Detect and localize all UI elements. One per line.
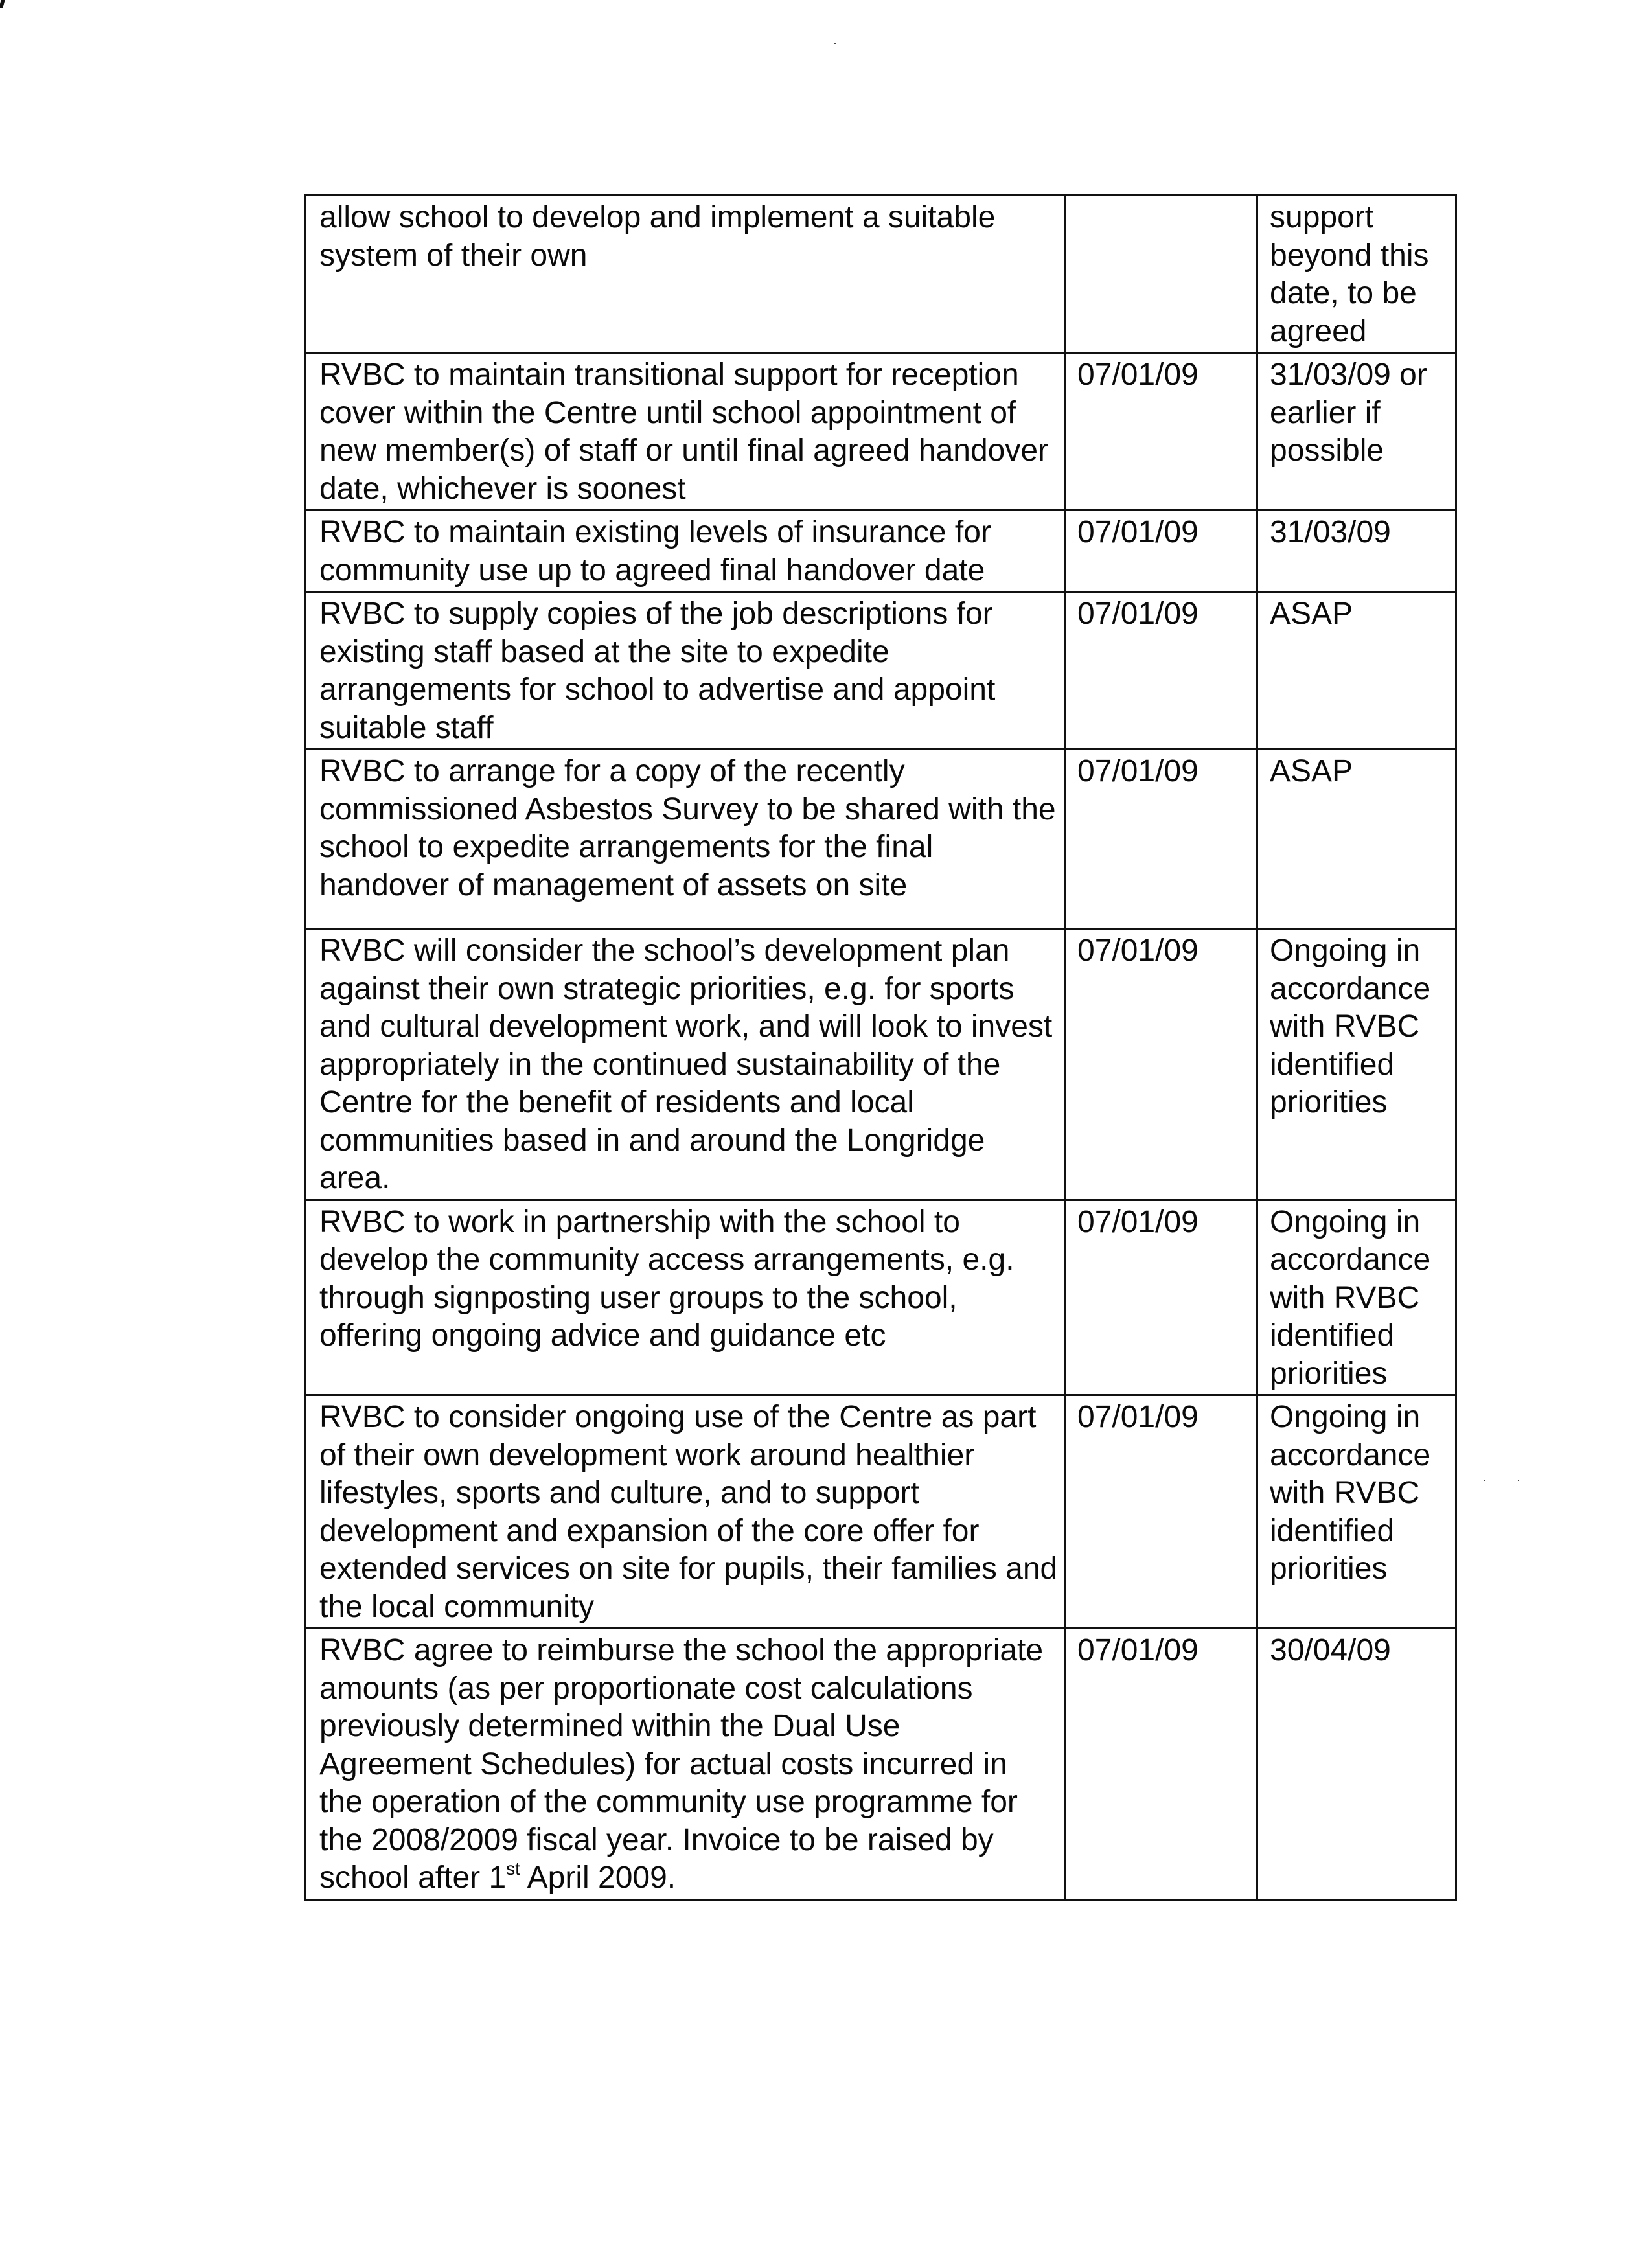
action-cell: RVBC to work in partnership with the school to develop the community access arrangements, e.g. through signposting user groups to the school, offering ongoing advice and guidance etc — [306, 1200, 1065, 1395]
scan-edge-mark — [0, 0, 5, 8]
table-row — [306, 1629, 1456, 1900]
scan-speck — [1518, 1480, 1519, 1481]
action-cell: RVBC will consider the school’s development plan against their own strategic priorities, e.g. for sports and cultural development work, and will look to invest appropriately in the continued sustainability of the Centre for the benefit of residents and local communities based in and around the Longridge area. — [306, 929, 1065, 1200]
target-date-cell: Ongoing in accordance with RVBC identified priorities — [1257, 1395, 1456, 1629]
table-row — [306, 1395, 1456, 1629]
target-date-cell: Ongoing in accordance with RVBC identified priorities — [1257, 929, 1456, 1200]
action-cell: RVBC to consider ongoing use of the Centre as part of their own development work around healthier lifestyles, sports and culture, and to support development and expansion of the core offer for extended services on site for pupils, their families and the local community — [306, 1395, 1065, 1629]
start-date-cell — [1065, 196, 1257, 353]
start-date-cell: 07/01/09 — [1065, 592, 1257, 750]
table-row — [306, 353, 1456, 510]
action-cell: RVBC to supply copies of the job descriptions for existing staff based at the site to expedite arrangements for school to advertise and appoint suitable staff — [306, 592, 1065, 750]
target-date-cell: Ongoing in accordance with RVBC identified priorities — [1257, 1200, 1456, 1395]
start-date-cell: 07/01/09 — [1065, 510, 1257, 592]
start-date-cell: 07/01/09 — [1065, 929, 1257, 1200]
start-date-cell: 07/01/09 — [1065, 750, 1257, 929]
table-row — [306, 929, 1456, 1200]
action-schedule-table — [304, 194, 1457, 1901]
table-row — [306, 592, 1456, 750]
target-date-cell: ASAP — [1257, 592, 1456, 750]
scan-speck — [834, 43, 836, 44]
target-date-cell: ASAP — [1257, 750, 1456, 929]
start-date-cell: 07/01/09 — [1065, 1200, 1257, 1395]
target-date-cell: 31/03/09 — [1257, 510, 1456, 592]
table-row — [306, 196, 1456, 353]
target-date-cell: 30/04/09 — [1257, 1629, 1456, 1900]
scan-speck — [1484, 1480, 1485, 1481]
table-row — [306, 510, 1456, 592]
start-date-cell: 07/01/09 — [1065, 1395, 1257, 1629]
target-date-cell: 31/03/09 or earlier if possible — [1257, 353, 1456, 510]
start-date-cell: 07/01/09 — [1065, 353, 1257, 510]
action-text-end: April 2009. — [520, 1861, 676, 1895]
action-cell: RVBC to arrange for a copy of the recently commissioned Asbestos Survey to be shared with the school to expedite arrangements for the final handover of management of assets on site — [306, 750, 1065, 929]
action-cell: RVBC to maintain transitional support for reception cover within the Centre until school appointment of new member(s) of staff or until final agreed handover date, whichever is soonest — [306, 353, 1065, 510]
action-text: RVBC agree to reimburse the school the appropriate amounts (as per proportionate cost calculations previously determined within the Dual Use Agreement Schedules) for actual costs incurred in the operation of the community use programme for the 2008/2009 fiscal year. Invoice to be raised by school after 1 — [319, 1633, 1044, 1895]
table-row — [306, 750, 1456, 929]
action-cell: allow school to develop and implement a suitable system of their own — [306, 196, 1065, 353]
ordinal-suffix: st — [506, 1859, 520, 1879]
table-row — [306, 1200, 1456, 1395]
target-date-cell: support beyond this date, to be agreed — [1257, 196, 1456, 353]
action-cell — [306, 1629, 1065, 1900]
start-date-cell: 07/01/09 — [1065, 1629, 1257, 1900]
action-cell: RVBC to maintain existing levels of insurance for community use up to agreed final handover date — [306, 510, 1065, 592]
